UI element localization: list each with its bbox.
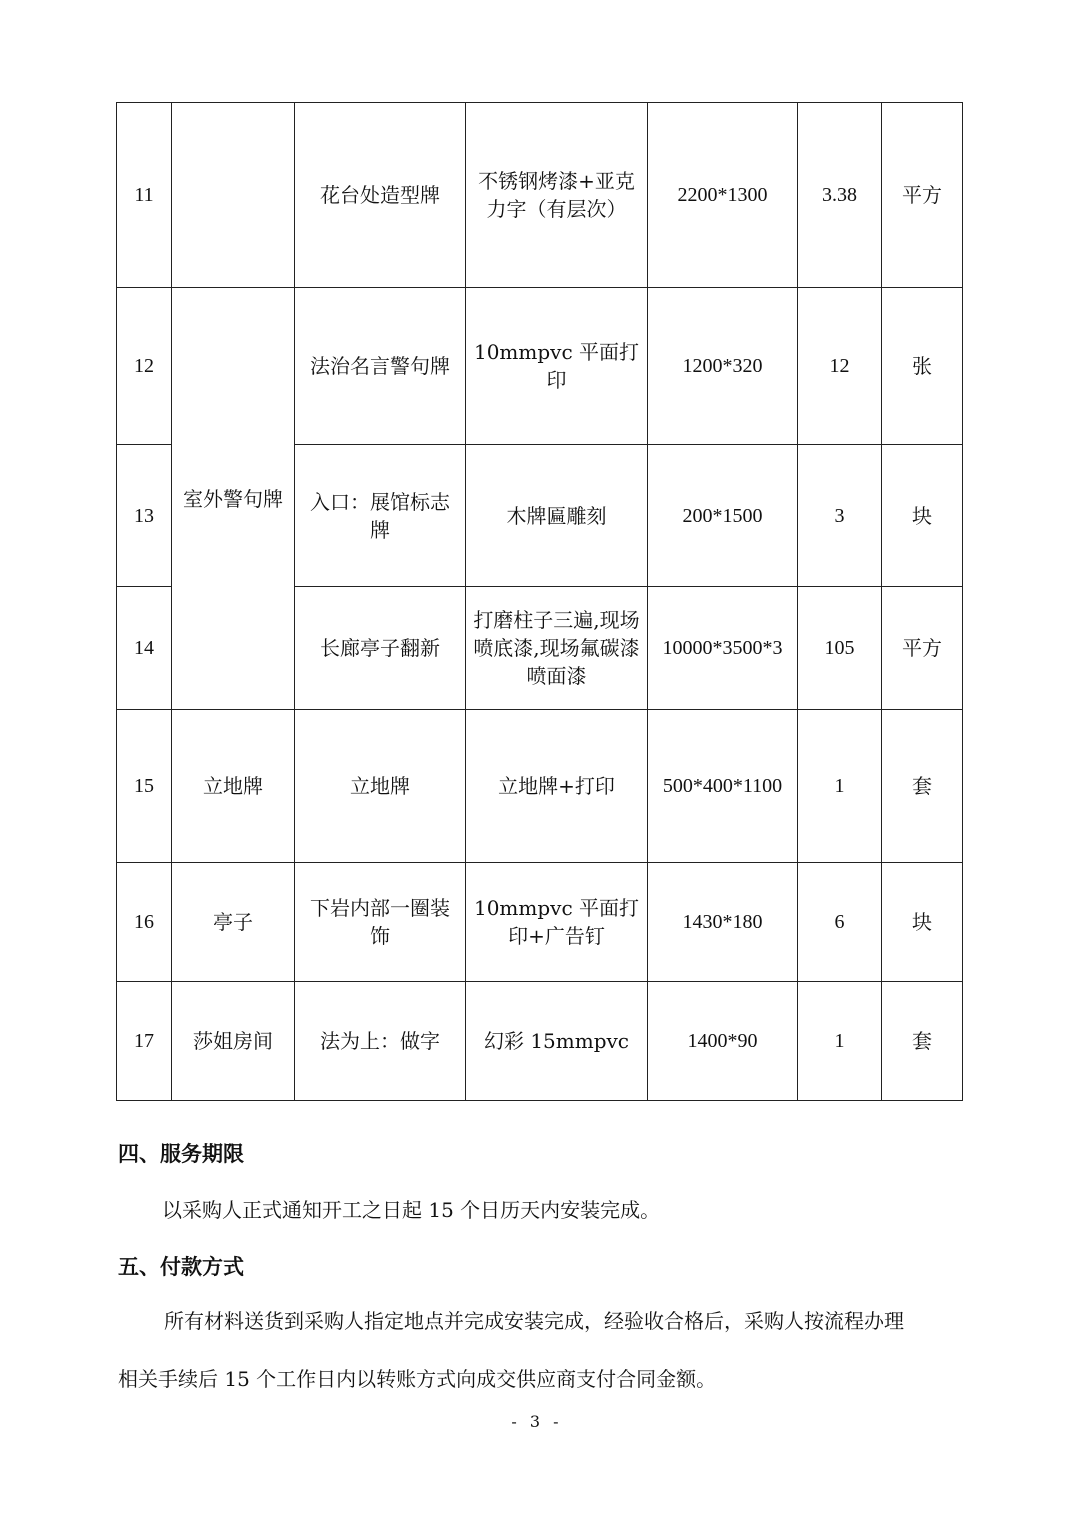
row-number-cell: 15	[117, 710, 172, 863]
unit-cell: 套	[882, 982, 963, 1101]
material-cell: 立地牌+打印	[466, 710, 648, 863]
category-cell: 立地牌	[172, 710, 295, 863]
item-cell: 立地牌	[295, 710, 466, 863]
quantity-cell: 105	[798, 587, 882, 710]
payment-heading: 五、付款方式	[118, 1254, 244, 1279]
specification-table	[116, 102, 963, 1101]
size-cell: 1200*320	[648, 288, 798, 445]
quantity-cell: 1	[798, 710, 882, 863]
page-number: - 3 -	[511, 1412, 563, 1431]
size-cell: 1400*90	[648, 982, 798, 1101]
quantity-cell: 3.38	[798, 103, 882, 288]
material-cell: 10mmpvc 平面打印+广告钉	[466, 863, 648, 982]
material-cell: 木牌匾雕刻	[466, 445, 648, 587]
quantity-cell: 6	[798, 863, 882, 982]
row-number-cell: 17	[117, 982, 172, 1101]
table-row	[117, 710, 963, 863]
item-cell: 花台处造型牌	[295, 103, 466, 288]
material-cell: 打磨柱子三遍,现场喷底漆,现场氟碳漆喷面漆	[466, 587, 648, 710]
item-cell: 法治名言警句牌	[295, 288, 466, 445]
material-cell: 10mmpvc 平面打印	[466, 288, 648, 445]
item-cell: 入口：展馆标志牌	[295, 445, 466, 587]
size-cell: 200*1500	[648, 445, 798, 587]
row-number-cell: 11	[117, 103, 172, 288]
payment-text-line-2: 相关手续后 15 个工作日内以转账方式向成交供应商支付合同金额。	[118, 1367, 717, 1391]
unit-cell: 套	[882, 710, 963, 863]
unit-cell: 块	[882, 445, 963, 587]
row-number-cell: 13	[117, 445, 172, 587]
size-cell: 1430*180	[648, 863, 798, 982]
quantity-cell: 12	[798, 288, 882, 445]
payment-text-line-1: 所有材料送货到采购人指定地点并完成安装完成，经验收合格后，采购人按流程办理	[164, 1309, 904, 1333]
quantity-cell: 1	[798, 982, 882, 1101]
category-cell: 室外警句牌	[172, 288, 295, 710]
unit-cell: 平方	[882, 103, 963, 288]
table-row	[117, 288, 963, 445]
material-cell: 幻彩 15mmpvc	[466, 982, 648, 1101]
service-period-text: 以采购人正式通知开工之日起 15 个日历天内安装完成。	[162, 1198, 661, 1222]
item-cell: 长廊亭子翻新	[295, 587, 466, 710]
unit-cell: 平方	[882, 587, 963, 710]
size-cell: 2200*1300	[648, 103, 798, 288]
category-cell	[172, 103, 295, 288]
row-number-cell: 16	[117, 863, 172, 982]
size-cell: 10000*3500*3	[648, 587, 798, 710]
item-cell: 法为上：做字	[295, 982, 466, 1101]
item-cell: 下岩内部一圈装饰	[295, 863, 466, 982]
quantity-cell: 3	[798, 445, 882, 587]
table-row	[117, 103, 963, 288]
service-period-heading: 四、服务期限	[118, 1141, 244, 1166]
material-cell: 不锈钢烤漆+亚克力字（有层次）	[466, 103, 648, 288]
unit-cell: 块	[882, 863, 963, 982]
table-row	[117, 982, 963, 1101]
category-cell: 莎姐房间	[172, 982, 295, 1101]
category-cell: 亭子	[172, 863, 295, 982]
table-row	[117, 863, 963, 982]
row-number-cell: 14	[117, 587, 172, 710]
row-number-cell: 12	[117, 288, 172, 445]
size-cell: 500*400*1100	[648, 710, 798, 863]
unit-cell: 张	[882, 288, 963, 445]
